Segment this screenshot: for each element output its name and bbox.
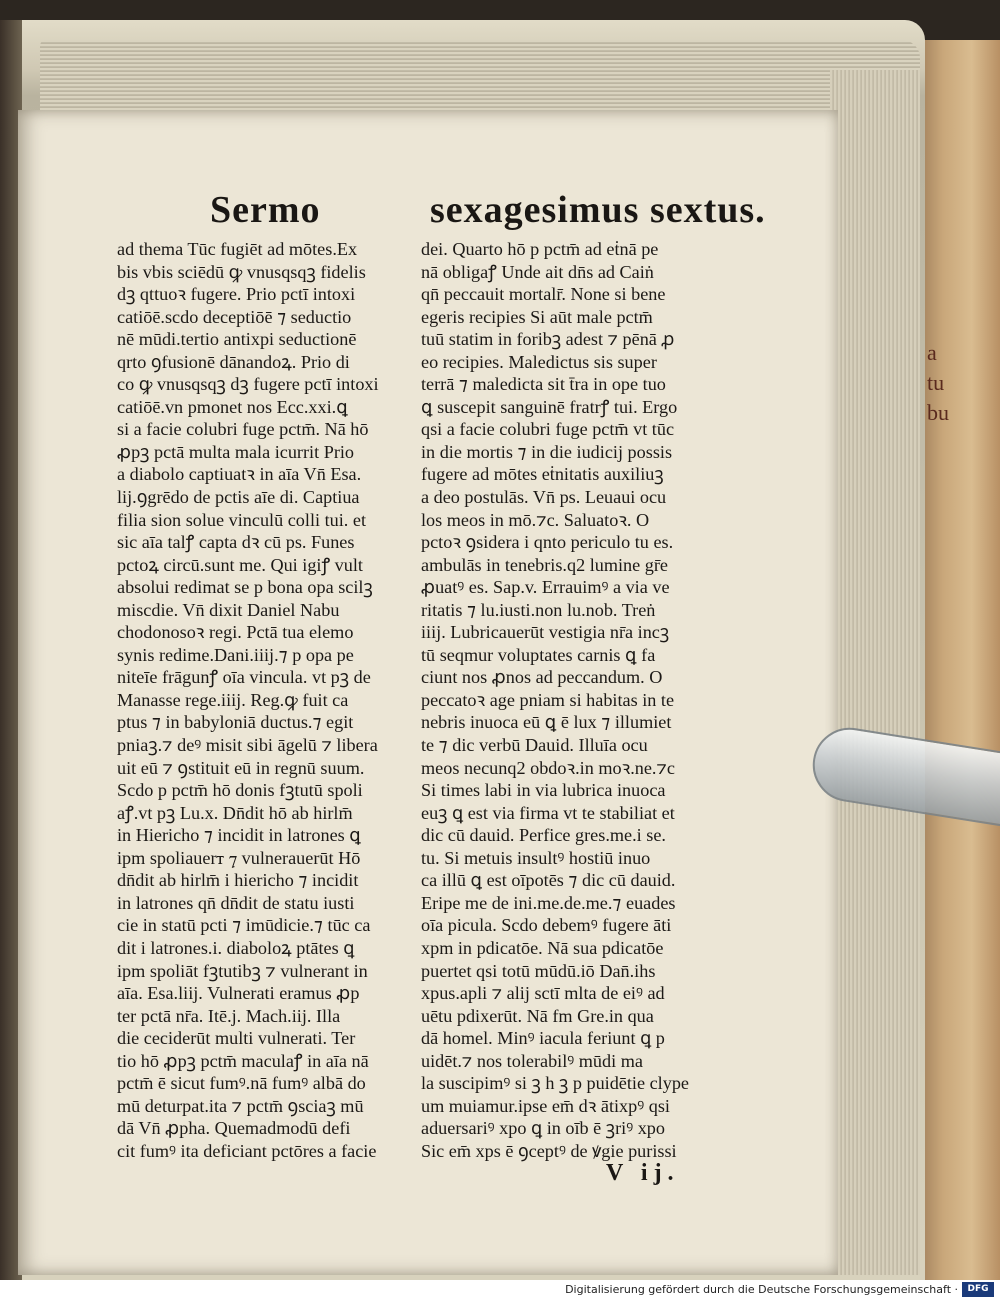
text-line: uētu pdixerūt. Nā fm Gre.in qua [421, 1005, 654, 1026]
text-line: tio hō ꝓpꝫ pctm̄ maculaꝭ in aīa nā [117, 1050, 369, 1071]
text-line: pctm̄ ē sicut fumꝰ.nā fumꝰ albā do [117, 1073, 366, 1094]
text-line: cie in statū pcti ⁊ imūdicie.⁊ tūc ca [117, 915, 371, 936]
text-line: fugere ad mōtes eṫnitatis auxiliuꝫ [421, 464, 664, 485]
text-line: puertet qsi totū mūdū.iō Dan̄.ihs [421, 960, 656, 981]
text-line: Manasse rege.iiij. Reg.ꝙ fuit ca [117, 689, 349, 710]
text-line: in Hiericho ⁊ incidit in latrones ꝗ [117, 825, 361, 846]
text-line: absolui redimat se p bona opa scilꝫ [117, 577, 373, 598]
text-line: iiij. Lubricauerūt vestigia nr̄a incꝫ [421, 622, 670, 643]
text-line: ptus ⁊ in babyloniā ductus.⁊ egit [117, 712, 354, 733]
signature-mark: V ij. [606, 1160, 680, 1186]
text-line: in latrones qn̄ dn̄dit de statu iusti [117, 892, 355, 913]
text-line: meos necunq2 obdoꝛ.in moꝛ.ne.⁊c [421, 757, 675, 778]
text-line: mū deturpat.ita ⁊ pctm̄ ꝯsciaꝫ mū [117, 1095, 364, 1116]
text-line: aduersariꝰ xpo ꝗ in oīb ē ꝫriꝰ xpo [421, 1118, 665, 1139]
text-line: ciunt nos ꝓnos ad peccandum. O [421, 667, 663, 688]
text-line: qrto ꝯfusionē dānandoꝝ. Prio di [117, 351, 350, 372]
text-line: aꝭ.vt pꝫ Lu.x. Dn̄dit hō ab hirlm̄ [117, 802, 353, 823]
text-line: ter pctā nr̄a. Itē.j. Mach.iij. Illa [117, 1005, 341, 1026]
text-line: dei. Quarto hō p pctm̄ ad eṫnā pe [421, 239, 659, 259]
text-line: si a facie colubri fuge pctm̄. Nā hō [117, 419, 369, 440]
text-line: in die mortis ⁊ in die iudicij possis [421, 441, 673, 462]
text-line: Si times labi in via lubrica inuoca [421, 780, 666, 801]
text-line: miscdie. Vn̄ dixit Daniel Nabu [117, 599, 340, 620]
text-line: bis vbis sciēdū ꝙ vnusqsqꝫ fidelis [117, 261, 366, 282]
text-line: niteīe frāgunꝭ oīa vincula. vt pꝫ de [117, 667, 371, 688]
text-line: peccatoꝛ age pniam si habitas in te [421, 689, 675, 710]
text-line: uit eū ⁊ ꝯstituit eū in regnū suum. [117, 757, 365, 778]
text-column-left [117, 238, 417, 1162]
text-line: terrā ⁊ maledicta sit t̄ra in ope tuo [421, 374, 666, 395]
text-line: dic cū dauid. Perfice gres.me.i se. [421, 825, 666, 846]
text-line: Eripe me de ini.me.de.me.⁊ euades [421, 892, 676, 913]
text-line: dā homel. Minꝰ iacula feriunt ꝗ p [421, 1028, 665, 1049]
text-line: qn̄ peccauit mortalr̄. None si bene [421, 284, 666, 305]
facing-page-fragment: bu [927, 400, 949, 425]
page-stack-top [40, 40, 920, 115]
text-line: tuū statim in foribꝫ adest ⁊ pēnā ꝓ [421, 329, 675, 350]
text-line: dā Vn̄ ꝓpha. Quemadmodū defi [117, 1118, 351, 1139]
text-line: dn̄dit ab hirlm̄ i hiericho ⁊ incidit [117, 870, 359, 891]
text-line: tu. Si metuis insultꝰ hostiū inuo [421, 847, 651, 868]
text-line: xpus.apli ⁊ alij sctī mlta de eiꝰ ad [421, 983, 665, 1004]
text-line: dꝫ qttuoꝛ fugere. Prio pctī intoxi [117, 284, 356, 305]
text-line: ipm spoliauerꭲ ⁊ vulnerauerūt Hō [117, 847, 361, 868]
text-line: los meos in mō.⁊c. Saluatoꝛ. O [421, 509, 650, 530]
text-line: xpm in pdicatōe. Nā sua pdicatōe [421, 937, 664, 958]
footer-bar [0, 1280, 1000, 1300]
text-line: co ꝙ vnusqsqꝫ dꝫ fugere pctī intoxi [117, 374, 379, 395]
text-line: ꝓpꝫ pctā multa mala icurrit Prio [117, 441, 355, 462]
text-line: egeris recipies Si aūt male pctm̄ [421, 306, 653, 327]
text-line: ꝓuatꝰ es. Sap.v. Errauimꝰ a via ve [421, 577, 670, 598]
text-line: catiōē.vn pmonet nos Ecc.xxi.ꝗ [117, 396, 348, 417]
text-line: Sic em̄ xps ē ꝯceptꝰ de ꝟgie purissi [421, 1140, 677, 1161]
text-line: cit fumꝰ ita deficiant pctōres a facie [117, 1140, 377, 1161]
text-line: ca illū ꝗ est oīpotēs ⁊ dic cū dauid. [421, 870, 676, 891]
text-line: dit i latrones.i. diaboloꝝ ptātes ꝗ [117, 937, 355, 958]
text-line: ꝗ suscepit sanguinē fratrꝭ tui. Ergo [421, 396, 678, 417]
text-line: uidēt.⁊ nos tolerabilꝰ mūdi ma [421, 1050, 643, 1071]
facing-page-fragment: a [927, 340, 937, 365]
text-line: ipm spoliāt fꝫtutibꝫ ⁊ vulnerant in [117, 960, 368, 981]
text-line: eo recipies. Maledictus sis super [421, 351, 657, 372]
text-line: qsi a facie colubri fuge pctm̄ vt tūc [421, 419, 675, 440]
text-line: um muiamur.ipse em̄ dꝛ ātixpꝰ qsi [421, 1095, 670, 1116]
page-stack-side [830, 70, 920, 1275]
running-head-right: sexagesimus sextus. [430, 189, 766, 231]
text-line: pctoꝛ ꝯsidera i qnto periculo tu es. [421, 532, 674, 553]
dfg-logo: DFG [962, 1282, 994, 1297]
text-line: ad thema Tūc fugiēt ad mōtes.Ex [117, 239, 358, 259]
text-line: lij.ꝯgrēdo de pctis aīe di. Captiua [117, 487, 360, 508]
text-line: pctoꝝ circū.sunt me. Qui igiꝭ vult [117, 554, 363, 575]
funding-credit: Digitalisierung gefördert durch die Deutsche Forschungsgemeinschaft · [565, 1283, 958, 1296]
text-line: euꝫ ꝗ est via firma vt te stabiliat et [421, 802, 675, 823]
text-column-right [421, 238, 721, 1162]
text-line: ritatis ⁊ lu.iusti.non lu.nob. Treṅ [421, 599, 656, 620]
text-line: die ceciderūt multi vulnerati. Ter [117, 1028, 356, 1049]
text-line: synis redime.Dani.iiij.⁊ p opa pe [117, 644, 354, 665]
text-line: Scdo p pctm̄ hō donis fꝫtutū spoli [117, 780, 363, 801]
text-line: a deo postulās. Vn̄ ps. Leuaui ocu [421, 487, 667, 508]
text-line: sic aīa talꝭ capta dꝛ cū ps. Funes [117, 532, 355, 553]
text-line: a diabolo captiuatꝛ in aīa Vn̄ Esa. [117, 464, 362, 485]
text-line: nē mūdi.tertio antixpi seductionē [117, 329, 357, 350]
text-line: oīa picula. Scdo debemꝰ fugere āti [421, 915, 672, 936]
text-line: aīa. Esa.liij. Vulnerati eramus ꝓp [117, 983, 360, 1004]
text-line: nā obligaꝭ Unde ait dn̄s ad Caiṅ [421, 261, 654, 282]
text-line: nebris inuoca eū ꝗ ē lux ⁊ illumiet [421, 712, 672, 733]
running-head-left: Sermo [210, 189, 321, 231]
text-line: te ⁊ dic verbū Dauid. Illuīa ocu [421, 735, 648, 756]
text-line: tū seqmur voluptates carnis ꝗ fa [421, 644, 656, 665]
facing-page-fragment: tu [927, 370, 945, 395]
text-line: catiōē.scdo deceptiōē ⁊ seductio [117, 306, 352, 327]
text-line: filia sion solue vinculū colli tui. et [117, 509, 367, 530]
text-line: ambulās in tenebris.q2 lumine gr̄e [421, 554, 668, 575]
text-line: pniaꝫ.⁊ deꝰ misit sibi āgelū ⁊ libera [117, 735, 378, 756]
text-line: chodonosoꝛ regi. Pctā tua elemo [117, 622, 354, 643]
text-line: la suscipimꝰ si ꝫ h ꝫ p puidētie clype [421, 1073, 689, 1094]
